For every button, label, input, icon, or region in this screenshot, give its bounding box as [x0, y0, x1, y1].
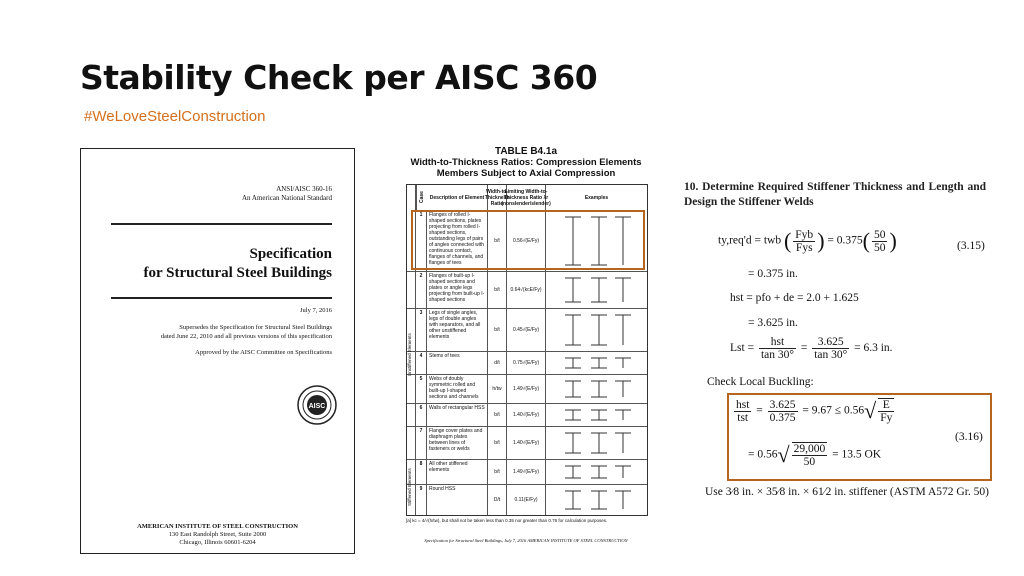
element-description: Webs of doubly symmetric rolled and built-up I-shaped sections and channels — [427, 375, 488, 403]
section-sketch-icon — [557, 354, 637, 372]
case-number: 4 — [416, 352, 427, 374]
col-header-ratio: Width-to-Thickness Ratio — [488, 185, 507, 211]
element-description: Legs of single angles, legs of double angles with separators, and all other unstiffened elements — [427, 309, 488, 351]
ratio: D/t — [488, 485, 507, 515]
equation-lst: Lst = $\frac{\text{hst}}{\tan 30^\circ}$ = $\frac{3.625}{\tan 30^\circ}$ = 6.3 in. — [730, 336, 893, 361]
case-number: 5 — [416, 375, 427, 403]
table-footnote: [a] kc = 4/√(h/tw), but shall not be taken less than 0.35 nor greater than 0.76 for calculation purposes. — [406, 518, 608, 523]
case-number: 8 — [416, 460, 427, 484]
table-row — [407, 351, 647, 374]
example-sketch — [546, 427, 647, 459]
example-sketch — [546, 352, 647, 374]
example-sketch — [546, 309, 647, 351]
element-description: All other stiffened elements — [427, 460, 488, 484]
limiting-ratio: 1.49√(E/Fy) — [507, 460, 546, 484]
col-header-limit: Limiting Width-to-Thickness Ratio λr (nonslender/slender) — [507, 185, 546, 211]
table-header-row — [407, 185, 647, 211]
table-row — [407, 308, 647, 351]
limiting-ratio: 0.64√(kcE/Fy) — [507, 272, 546, 308]
equation-number: (3.16) — [955, 431, 983, 443]
ratio: b/t — [488, 272, 507, 308]
table-row — [407, 426, 647, 459]
element-description: Flanges of rolled I-shaped sections, plates projecting from rolled I-shaped sections, outstanding legs of pairs of angles connected with continuous contact, flanges of channels, and flanges of tees — [427, 211, 488, 271]
limiting-ratio: 0.56√(E/Fy) — [507, 211, 546, 271]
equation-3-15: ty,req'd = twb ( $\frac{\text{Fyb}}{\text{Fys}}$ ) = 0.375( $\frac{50}{50}$ ) — [718, 228, 897, 254]
standard-id: ANSI/AISC 360-16 An American National Standard — [241, 185, 332, 202]
table-row — [407, 484, 647, 515]
limiting-ratio: 1.40√(E/Fy) — [507, 427, 546, 459]
equation-result: = 0.375 in. — [748, 268, 798, 280]
element-description: Flange cover plates and diaphragm plates between lines of fasteners or welds — [427, 427, 488, 459]
equation-hst-result: = 3.625 in. — [748, 317, 798, 329]
slide-title: Stability Check per AISC 360 — [80, 58, 598, 97]
case-number: 9 — [416, 485, 427, 515]
limiting-ratio: 1.40√(E/Fy) — [507, 404, 546, 426]
element-description: Flanges of built-up I-shaped sections and plates or angle legs projecting from built-up I-shaped sections — [427, 272, 488, 308]
approval-note: Approved by the AISC Committee on Specifications — [195, 349, 332, 356]
aisc-seal-icon — [297, 385, 337, 425]
spec-title: Specification for Structural Steel Buildings — [143, 246, 332, 281]
ratio: b/t — [488, 460, 507, 484]
limiting-ratio: 0.75√(E/Fy) — [507, 352, 546, 374]
side-label-stiffened: Stiffened Elements — [407, 468, 412, 506]
divider — [111, 297, 332, 299]
section-sketch-icon — [557, 377, 637, 401]
table-header: TABLE B4.1a Width-to-Thickness Ratios: Compression Elements Members Subject to Axial Compression — [410, 146, 642, 179]
table-row — [407, 403, 647, 426]
step-heading: 10. Determine Required Stiffener Thickness and Length and Design the Stiffener Welds — [684, 181, 986, 208]
case-number: 7 — [416, 427, 427, 459]
limiting-ratio: 1.49√(E/Fy) — [507, 375, 546, 403]
section-sketch-icon — [557, 429, 637, 457]
equation-hst: hst = pfo + de = 2.0 + 1.625 — [730, 292, 859, 304]
table-caption: Specification for Structural Steel Buildings, July 7, 2016 AMERICAN INSTITUTE OF STEEL CONSTRUCTION — [424, 538, 628, 543]
element-description: Round HSS — [427, 485, 488, 515]
ratio: b/t — [488, 309, 507, 351]
section-sketch-icon — [557, 274, 637, 306]
table-row — [407, 459, 647, 484]
section-sketch-icon — [557, 311, 637, 349]
equation-number: (3.15) — [957, 240, 985, 252]
check-heading: Check Local Buckling: — [707, 376, 814, 388]
seal-text: AISC — [308, 403, 326, 410]
example-sketch — [546, 485, 647, 515]
case-number: 3 — [416, 309, 427, 351]
col-header-examples: Examples — [584, 195, 609, 201]
table-row — [407, 374, 647, 403]
col-header-description: Description of Element — [427, 185, 488, 211]
ratio: h/tw — [488, 375, 507, 403]
table-b4-1a — [406, 146, 646, 543]
calculation-panel — [684, 180, 986, 210]
case-number: 1 — [416, 211, 427, 271]
limiting-ratio: 0.45√(E/Fy) — [507, 309, 546, 351]
divider — [111, 223, 332, 225]
conclusion: Use 3⁄8 in. × 35⁄8 in. × 61⁄2 in. stiffener (ASTM A572 Gr. 50) — [705, 486, 989, 498]
example-sketch — [546, 272, 647, 308]
example-sketch — [546, 460, 647, 484]
aisc-cover-page — [80, 148, 355, 554]
example-sketch — [546, 404, 647, 426]
section-sketch-icon — [557, 462, 637, 482]
section-sketch-icon — [557, 406, 637, 424]
section-sketch-icon — [557, 487, 637, 513]
ratio: b/t — [488, 211, 507, 271]
example-sketch — [546, 375, 647, 403]
case-number: 6 — [416, 404, 427, 426]
supersedes-note: Supersedes the Specification for Structural Steel Buildings dated June 22, 2010 and all previous versions of this specification — [160, 324, 332, 340]
ratio: b/t — [488, 404, 507, 426]
table-row — [407, 271, 647, 308]
case-number: 2 — [416, 272, 427, 308]
publisher: AMERICAN INSTITUTE OF STEEL CONSTRUCTION 130 East Randolph Street, Suite 2000 Chicago, Illinois 60601-6204 — [137, 523, 298, 546]
col-header-case: Case — [416, 185, 427, 211]
case-1-highlight — [411, 210, 645, 270]
hashtag: #WeLoveSteelConstruction — [84, 108, 266, 125]
limiting-ratio: 0.11(E/Fy) — [507, 485, 546, 515]
element-description: Walls of rectangular HSS — [427, 404, 488, 426]
element-description: Stems of tees — [427, 352, 488, 374]
side-label-unstiffened: Unstiffened Elements — [407, 333, 412, 376]
ratio: d/t — [488, 352, 507, 374]
cover-date: July 7, 2016 — [300, 307, 332, 314]
equation-3-16-result: = 0.56√ $\frac{29,000}{50}$ = 13.5 OK — [748, 442, 882, 468]
ratio: b/t — [488, 427, 507, 459]
equation-3-16: $\frac{\text{hst}}{\text{tst}}$ = $\frac{3.625}{0.375}$ = 9.67 ≤ 0.56√ $\frac{E}{Fy}$ — [736, 398, 893, 424]
